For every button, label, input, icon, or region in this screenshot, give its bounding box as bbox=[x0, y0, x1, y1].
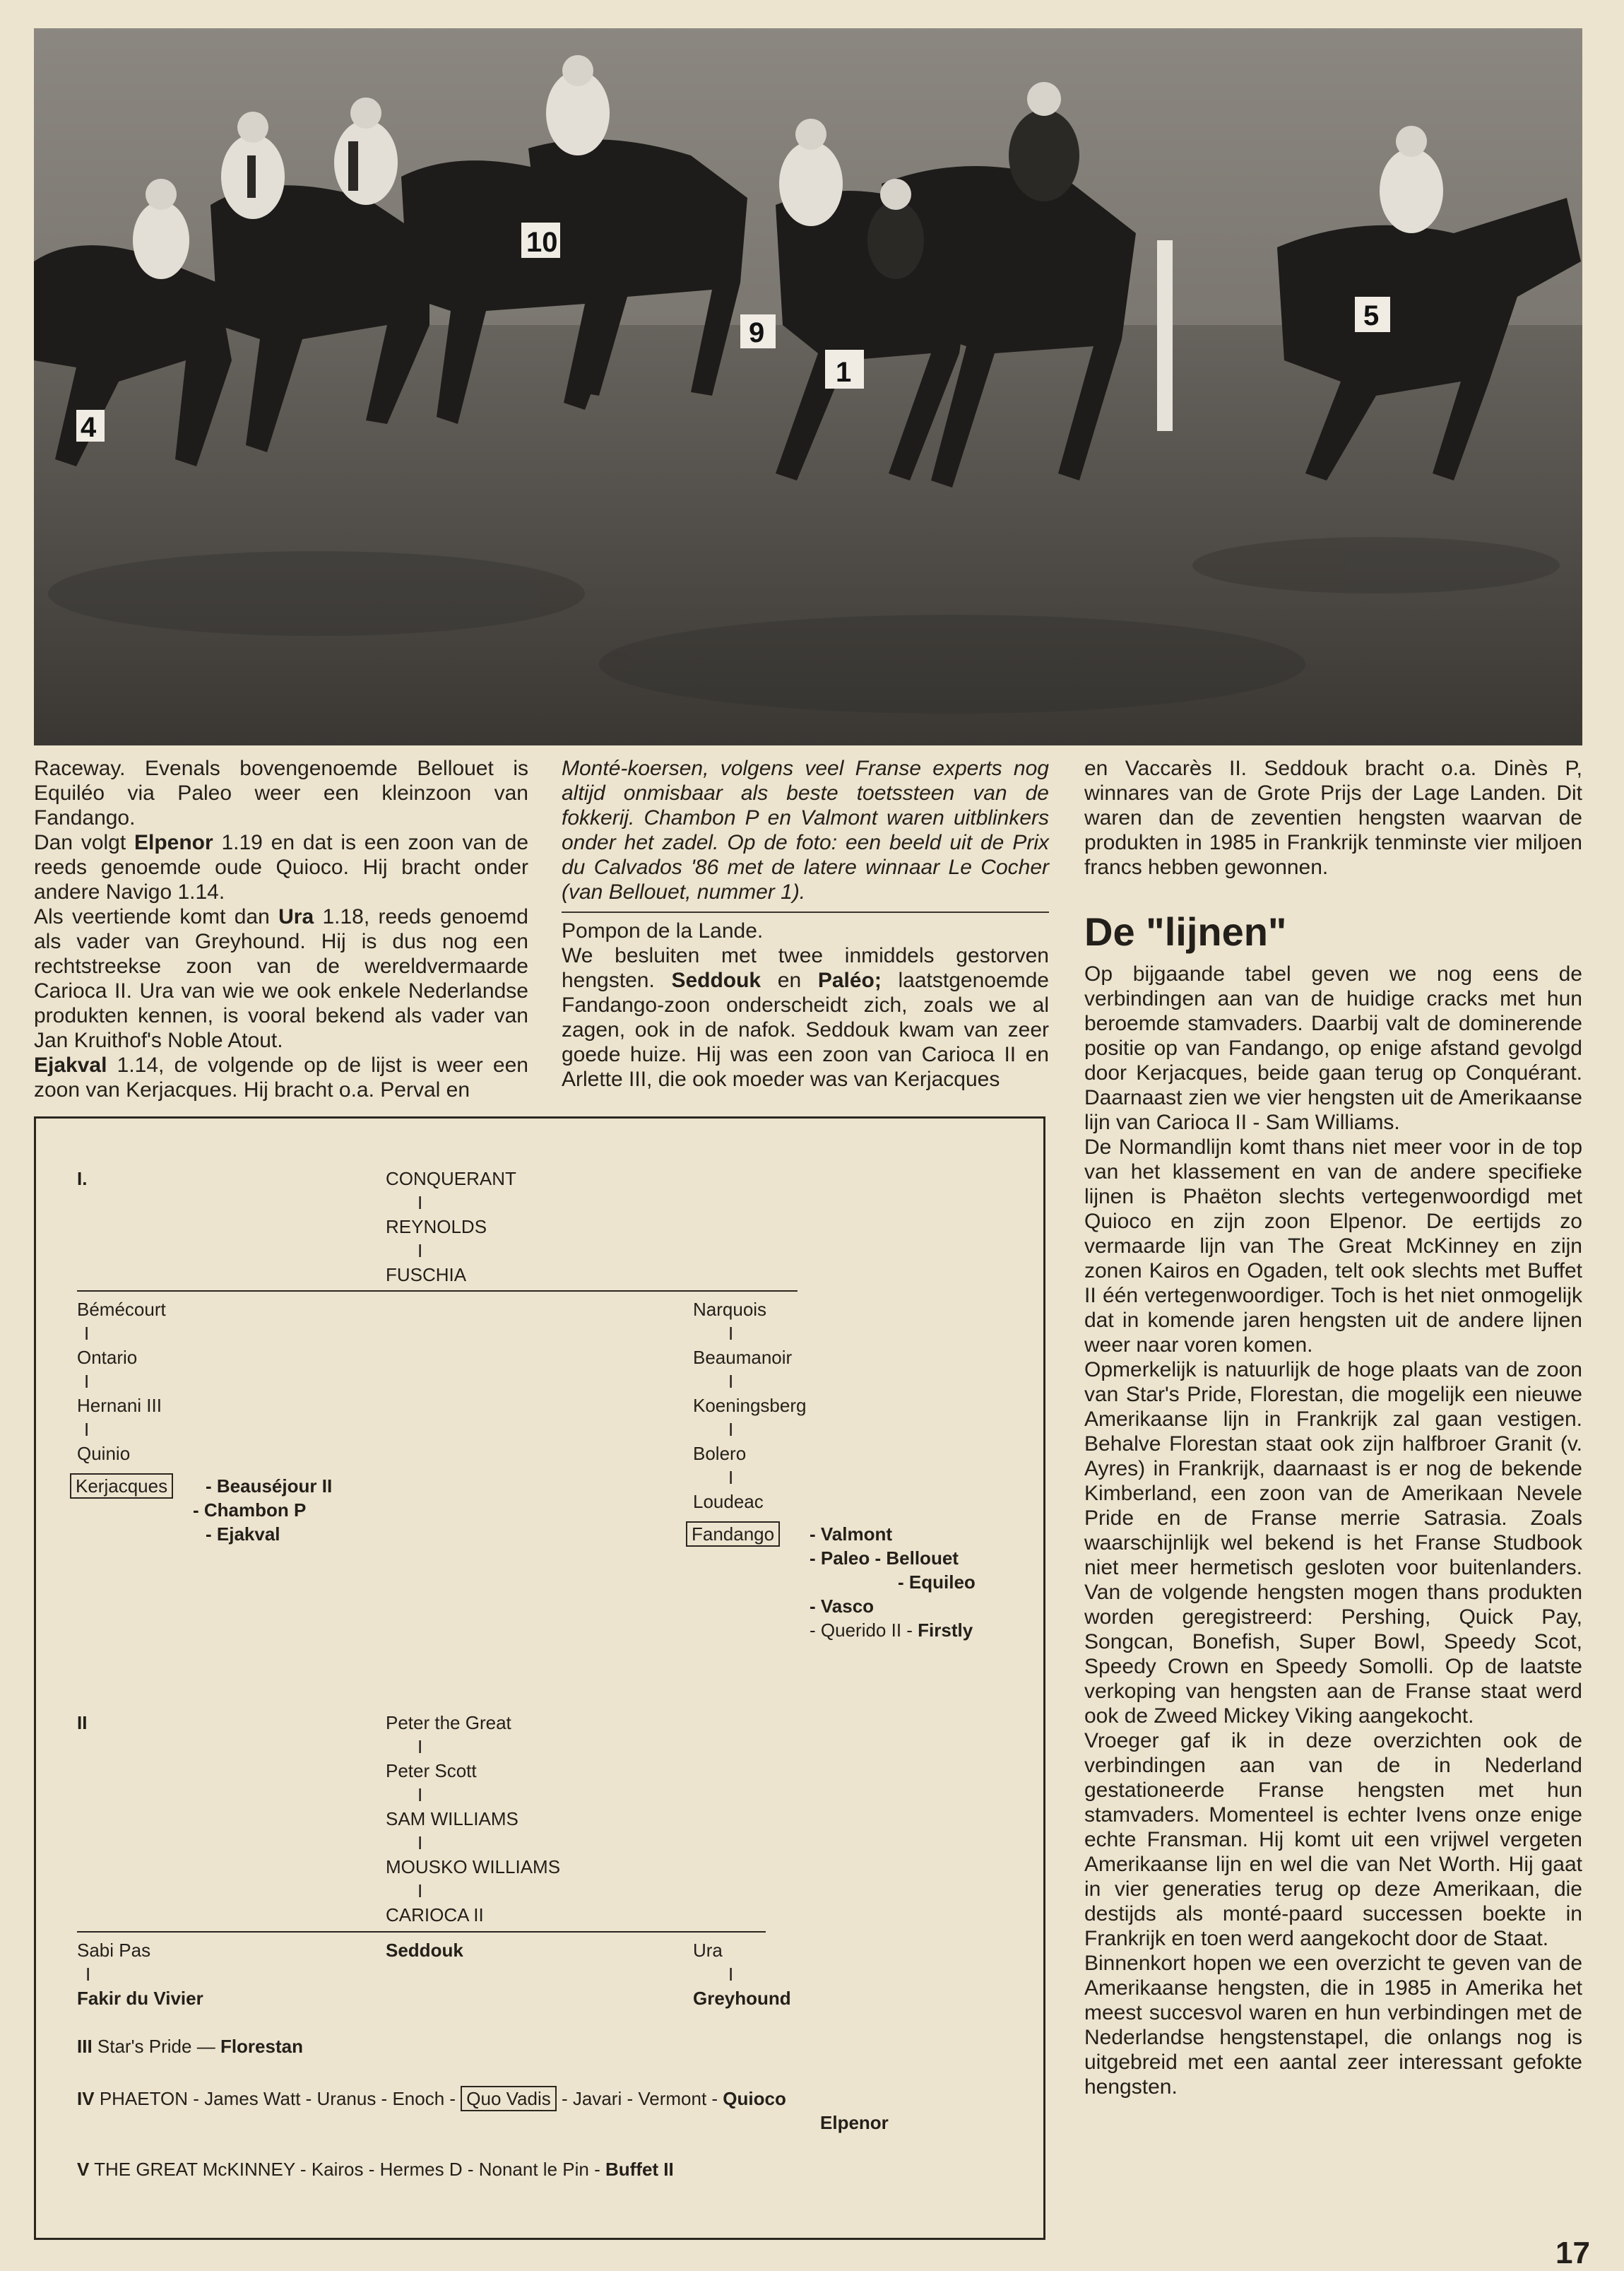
caption-divider bbox=[562, 912, 1049, 913]
ii-line-3: SAM WILLIAMS bbox=[386, 1808, 518, 1829]
section-v-line: V THE GREAT McKINNEY - Kairos - Hermes D - Nonant le Pin - Buffet II bbox=[77, 2159, 674, 2180]
quo-vadis-box: Quo Vadis bbox=[461, 2086, 556, 2111]
separator: I bbox=[417, 1736, 423, 1757]
kerjacques-son-3: - Ejakval bbox=[206, 1523, 280, 1545]
number-cloth-10: 10 bbox=[526, 227, 558, 258]
section-heading: De "lijnen" bbox=[1084, 909, 1287, 954]
photo-caption: Monté-koersen, volgens veel Franse experts nog altijd onmisbaar als beste toetssteen van de fokkerij. Chambon P en Valmont waren uitblinkers onder het zadel. Op de foto: een beeld uit de Prix du Calvados '86 met de latere winnaar Le Cocher (van Bellouet, nummer 1). bbox=[562, 757, 1049, 904]
col1-para-2: Dan volgt Elpenor 1.19 en dat is een zoon van de reeds genoemde oude Quioco. Hij bracht onder andere Navigo 1.14. bbox=[34, 831, 529, 904]
separator: I bbox=[417, 1240, 423, 1261]
ura: Ura bbox=[693, 1940, 723, 1961]
kerjacques-box: Kerjacques bbox=[70, 1473, 173, 1499]
fandango-son-querido: - Querido II - Firstly bbox=[810, 1620, 973, 1641]
col3-para-6: Binnenkort hopen we een overzicht te geven van de Amerikaanse hengsten, die in 1985 in Amerika het meest succesvol waren en hun verbindingen met de Nederlandse hengstenstapel, die onlangs nog is uitgebreid met een aantal zeer interessant gefokte hengsten. bbox=[1084, 1952, 1582, 2099]
fandango-box: Fandango bbox=[686, 1521, 780, 1547]
left-line-1: Bémécourt bbox=[77, 1299, 166, 1320]
col1-para-1: Raceway. Evenals bovengenoemde Bellouet is Equiléo via Paleo weer een kleinzoon van Fandango. bbox=[34, 757, 528, 830]
left-line-2: Ontario bbox=[77, 1347, 138, 1368]
col2-para-2: We besluiten met twee inmiddels gestorven hengsten. Seddouk en Paléo; laatstgenoemde Fandango-zoon onderscheidt zich, zoals we al zagen, ook in de nafok. Seddouk kwam van zeer goede huize. Hij was een zoon van Carioca II en Arlette III, die ook moeder was van Kerjacques bbox=[562, 944, 1049, 1091]
right-line-4: Bolero bbox=[693, 1443, 747, 1464]
separator: I bbox=[728, 1371, 734, 1392]
fandango-son-paleo: - Paleo - Bellouet bbox=[810, 1547, 959, 1569]
page-number: 17 bbox=[1555, 2236, 1590, 2270]
reynolds: REYNOLDS bbox=[386, 1216, 487, 1237]
sabi-pas: Sabi Pas bbox=[77, 1940, 151, 1961]
paleo-son-equileo: - Equileo bbox=[898, 1571, 976, 1593]
kerjacques-son-1: - Beauséjour II bbox=[206, 1475, 333, 1497]
separator: I bbox=[728, 1323, 734, 1344]
kerjacques-son-2: - Chambon P bbox=[193, 1499, 307, 1521]
section-ii-label: II bbox=[77, 1712, 88, 1733]
separator: I bbox=[417, 1832, 423, 1853]
col1-para-4: Ejakval 1.14, de volgende op de lijst is weer een zoon van Kerjacques. Hij bracht o.a. Perval en bbox=[34, 1054, 528, 1102]
right-line-3: Koeningsberg bbox=[693, 1395, 807, 1416]
separator: I bbox=[728, 1467, 734, 1488]
separator: I bbox=[728, 1964, 734, 1985]
number-cloth-1: 1 bbox=[836, 357, 852, 388]
bloodline-table bbox=[34, 1116, 1045, 2240]
branch-line bbox=[77, 1931, 766, 1933]
branch-line bbox=[77, 1290, 798, 1292]
greyhound: Greyhound bbox=[693, 1988, 791, 2009]
separator: I bbox=[84, 1371, 90, 1392]
section-iv-line: IV PHAETON - James Watt - Uranus - Enoch - Quo Vadis - Javari - Vermont - Quioco bbox=[77, 2088, 786, 2109]
separator: I bbox=[85, 1964, 91, 1985]
col3-para-5: Vroeger gaf ik in deze overzichten ook de verbindingen aan van de in Nederland gestationeerde Franse hengsten met hun stamvaders. Momenteel is echter Ivens onze enige echte Fransman. Hij komt uit een vrijwel vergeten Amerikaanse lijn en wel die van Net Worth. Hij gaat in vier generaties terug op deze Amerikaan, die destijds als monté-paard successen boekte in Frankrijk en toen werd aangekocht door de Staat. bbox=[1084, 1729, 1582, 1950]
fakir-du-vivier: Fakir du Vivier bbox=[77, 1988, 203, 2009]
left-line-4: Quinio bbox=[77, 1443, 131, 1464]
ii-line-4: MOUSKO WILLIAMS bbox=[386, 1856, 561, 1877]
separator: I bbox=[417, 1784, 423, 1805]
separator: I bbox=[728, 1419, 734, 1440]
col3-para-2: Op bijgaande tabel geven we nog eens de verbindingen aan van de huidige cracks met hun beroemde stamvaders. Daarbij valt de dominerende positie op van Fandango, op enige afstand gevolgd door Kerjacques, beide gaan terug op Conquérant. Daarnaast zien we vier hengsten uit de Amerikaanse lijn van Carioca II - Sam Williams. bbox=[1084, 962, 1582, 1134]
col1-para-3: Als veertiende komt dan Ura 1.18, reeds genoemd als vader van Greyhound. Hij is dus nog een rechtstreekse zoon van de wereldvermaarde Carioca II. Ura van wie we ook enkele Nederlandse produkten kennen, is vooral bekend als vader van Jan Kruithof's Noble Atout. bbox=[34, 905, 528, 1052]
separator: I bbox=[417, 1880, 423, 1901]
conquerant: CONQUERANT bbox=[386, 1168, 516, 1189]
right-line-2: Beaumanoir bbox=[693, 1347, 793, 1368]
col3-para-3: De Normandlijn komt thans niet meer voor in de top van het klassement en van de andere specifieke lijnen is Phaëton slechts vertegenwoordigd met Quioco en zijn zoon Elpenor. De eertijds zo vermaarde lijn van The Great McKinney en zijn zonen Kairos en Ogaden, telt ook slechts met Buffet II één vertegenwoordiger. Toch is het niet onmogelijk dat in komende jaren hengsten uit de andere lijnen weer naar voren komen. bbox=[1084, 1136, 1582, 1357]
column-3 bbox=[1084, 756, 1582, 2099]
seddouk: Seddouk bbox=[386, 1940, 463, 1961]
separator: I bbox=[84, 1323, 90, 1344]
fuschia: FUSCHIA bbox=[386, 1264, 467, 1285]
column-1 bbox=[34, 756, 528, 1102]
left-line-3: Hernani III bbox=[77, 1395, 162, 1416]
ii-line-5: CARIOCA II bbox=[386, 1904, 484, 1925]
column-2 bbox=[562, 756, 1049, 1092]
number-cloth-5: 5 bbox=[1363, 300, 1380, 331]
ii-line-2: Peter Scott bbox=[386, 1760, 477, 1781]
fandango-son-vasco: - Vasco bbox=[810, 1595, 875, 1617]
ii-line-1: Peter the Great bbox=[386, 1712, 511, 1733]
right-line-1: Narquois bbox=[693, 1299, 767, 1320]
separator: I bbox=[84, 1419, 90, 1440]
right-line-5: Loudeac bbox=[693, 1491, 764, 1512]
race-photo bbox=[34, 28, 1582, 745]
col3-para-1: en Vaccarès II. Seddouk bracht o.a. Dinès P, winnares van de Grote Prijs der Lage Landen. Dit waren dan de zeventien hengsten waarvan de produkten in 1985 in Frankrijk tenminste vier miljoen francs hebben gewonnen. bbox=[1084, 757, 1582, 879]
race-photo-illustration bbox=[34, 28, 1582, 745]
section-i-label: I. bbox=[77, 1168, 88, 1189]
elpenor: Elpenor bbox=[820, 2112, 889, 2133]
col2-para-1: Pompon de la Lande. bbox=[562, 919, 764, 943]
section-iii-line: III Star's Pride — Florestan bbox=[77, 2036, 303, 2057]
col3-para-4: Opmerkelijk is natuurlijk de hoge plaats van de zoon van Star's Pride, Florestan, die mogelijk een nieuwe Amerikaanse lijn in Frankrijk zal gaan vestigen. Behalve Florestan staat ook zijn halfbroer Granit (v. Ayres) in Frankrijk, daarnaast is er nog de bekende Kimberland, een zoon van de Amerikaan Nevele Pride en de Franse merrie Satrasia. Zoals waarschijnlijk wel bekend is het Franse Studbook niet meer hermetisch gesloten voor buitenlanders. Van de volgende hengsten mogen thans produkten worden geregistreerd: Pershing, Quick Pay, Songcan, Bonefish, Super Bowl, Speedy Scot, Speedy Crown en Speedy Somolli. Op de laatste verkoping van hengsten aan de Franse staat werd ook de Zweed Mickey Viking aangekocht. bbox=[1084, 1358, 1582, 1728]
number-cloth-9: 9 bbox=[749, 317, 765, 348]
separator: I bbox=[417, 1192, 423, 1213]
number-cloth-4: 4 bbox=[81, 412, 97, 443]
fandango-son-valmont: - Valmont bbox=[810, 1523, 893, 1545]
